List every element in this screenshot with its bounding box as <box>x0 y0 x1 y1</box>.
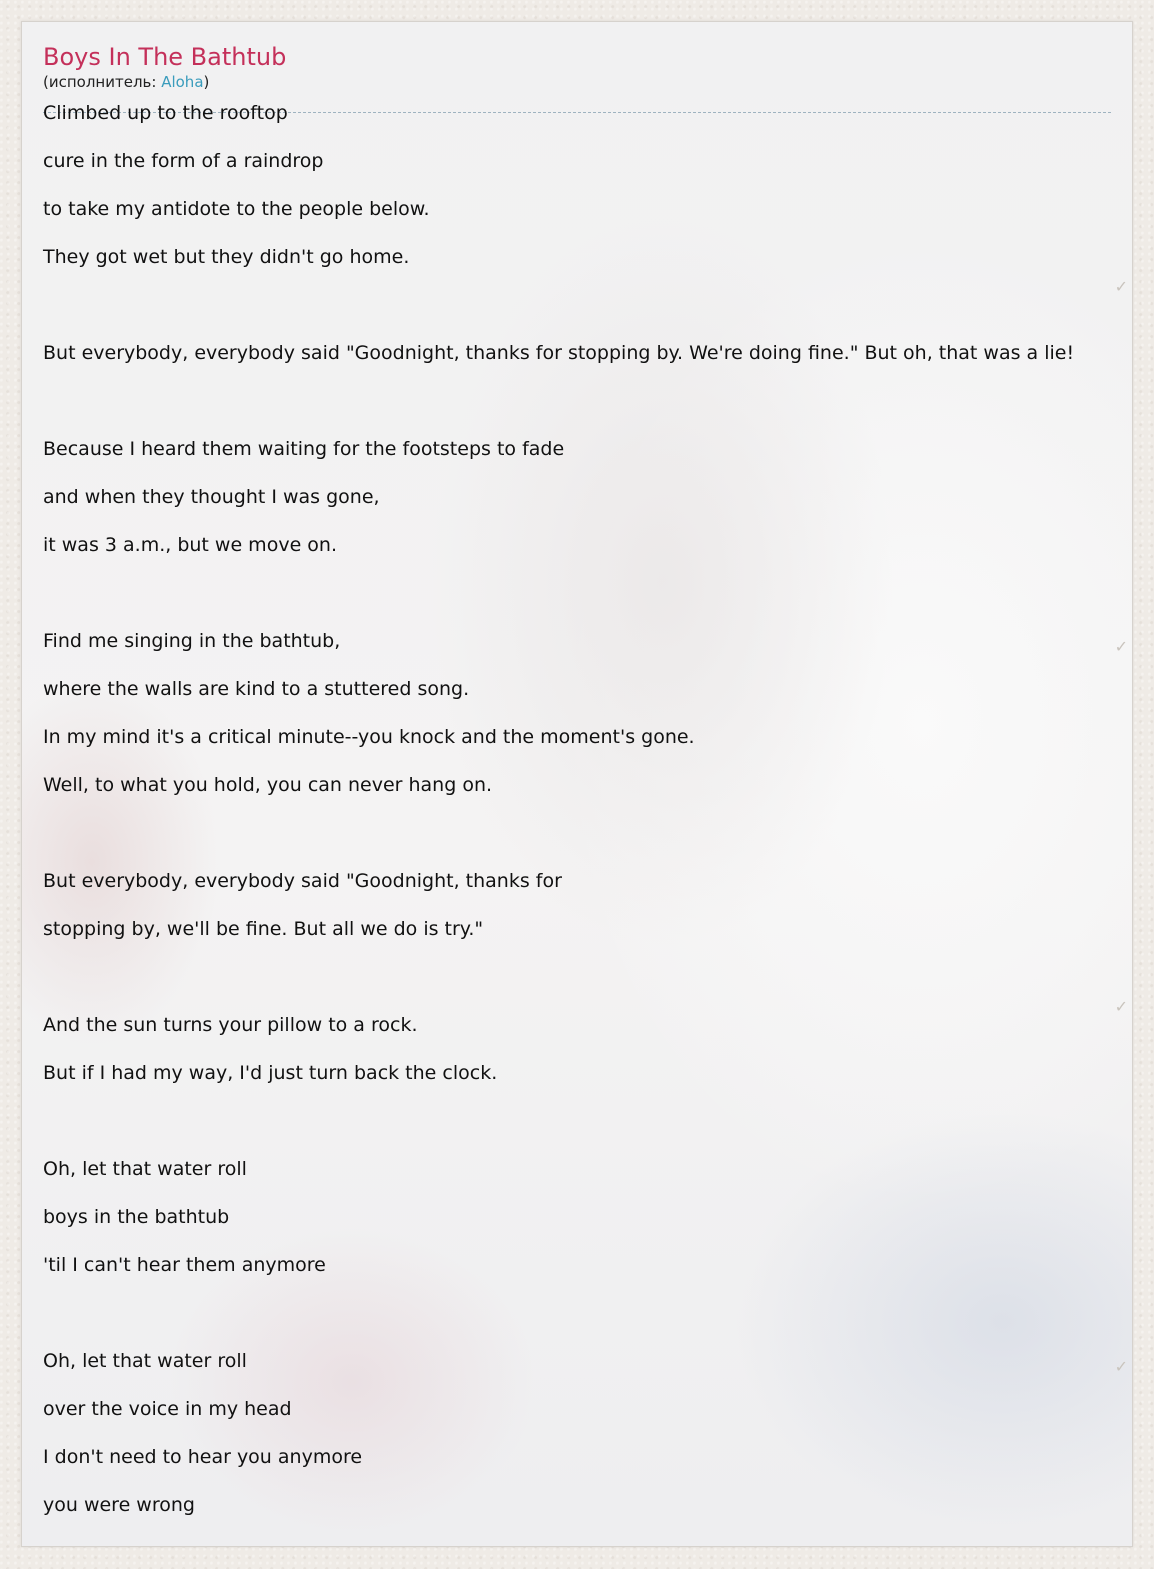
lyric-line: Because I heard them waiting for the footsteps to fade <box>43 438 565 460</box>
lyric-line: Oh, let that water roll <box>43 1158 247 1180</box>
performer-line <box>43 72 209 92</box>
lyric-line: Well, to what you hold, you can never hang on. <box>43 774 493 796</box>
performer-suffix: ) <box>203 73 210 91</box>
performer-prefix: (исполнитель: <box>43 73 162 91</box>
lyric-line: Find me singing in the bathtub, <box>43 630 341 652</box>
lyric-line: to take my antidote to the people below. <box>43 198 430 220</box>
stanza-break <box>43 958 1154 1006</box>
stanza-break <box>43 1294 1154 1342</box>
lyric-line: stopping by, we'll be fine. But all we do is try." <box>43 918 484 940</box>
check-mark-icon: ✓ <box>1114 1357 1128 1376</box>
stanza-break <box>43 1102 1154 1150</box>
lyric-line: cure in the form of a raindrop <box>43 150 324 172</box>
lyric-line: you were wrong <box>43 1494 195 1516</box>
stanza-break <box>43 814 1154 862</box>
lyrics-card <box>21 21 1133 1547</box>
lyric-line: Climbed up to the rooftop <box>43 102 288 124</box>
lyric-line: 'til I can't hear them anymore <box>43 1254 326 1276</box>
lyric-line: They got wet but they didn't go home. <box>43 246 410 268</box>
stanza-break <box>43 286 1154 334</box>
lyric-line: where the walls are kind to a stuttered song. <box>43 678 470 700</box>
lyric-line: In my mind it's a critical minute--you knock and the moment's gone. <box>43 726 695 748</box>
song-title: Boys In The Bathtub <box>43 43 287 71</box>
lyric-line: But if I had my way, I'd just turn back the clock. <box>43 1062 498 1084</box>
lyric-line: it was 3 a.m., but we move on. <box>43 534 337 556</box>
lyric-line: And the sun turns your pillow to a rock. <box>43 1014 418 1036</box>
lyric-line: Oh, let that water roll <box>43 1350 247 1372</box>
stanza-break <box>43 574 1154 622</box>
check-mark-icon: ✓ <box>1114 637 1128 656</box>
lyric-line: I don't need to hear you anymore <box>43 1446 363 1468</box>
lyric-line: But everybody, everybody said "Goodnight, thanks for stopping by. We're doing fine." But oh, that was a lie! <box>43 342 1075 364</box>
lyric-line: and when they thought I was gone, <box>43 486 380 508</box>
lyric-line: over the voice in my head <box>43 1398 292 1420</box>
lyrics-body <box>43 94 1154 1534</box>
lyric-line: boys in the bathtub <box>43 1206 230 1228</box>
stanza-break <box>43 382 1154 430</box>
check-mark-icon: ✓ <box>1114 277 1128 296</box>
lyric-line: But everybody, everybody said "Goodnight, thanks for <box>43 870 562 892</box>
check-mark-icon: ✓ <box>1114 997 1128 1016</box>
performer-link[interactable]: Aloha <box>161 73 204 91</box>
